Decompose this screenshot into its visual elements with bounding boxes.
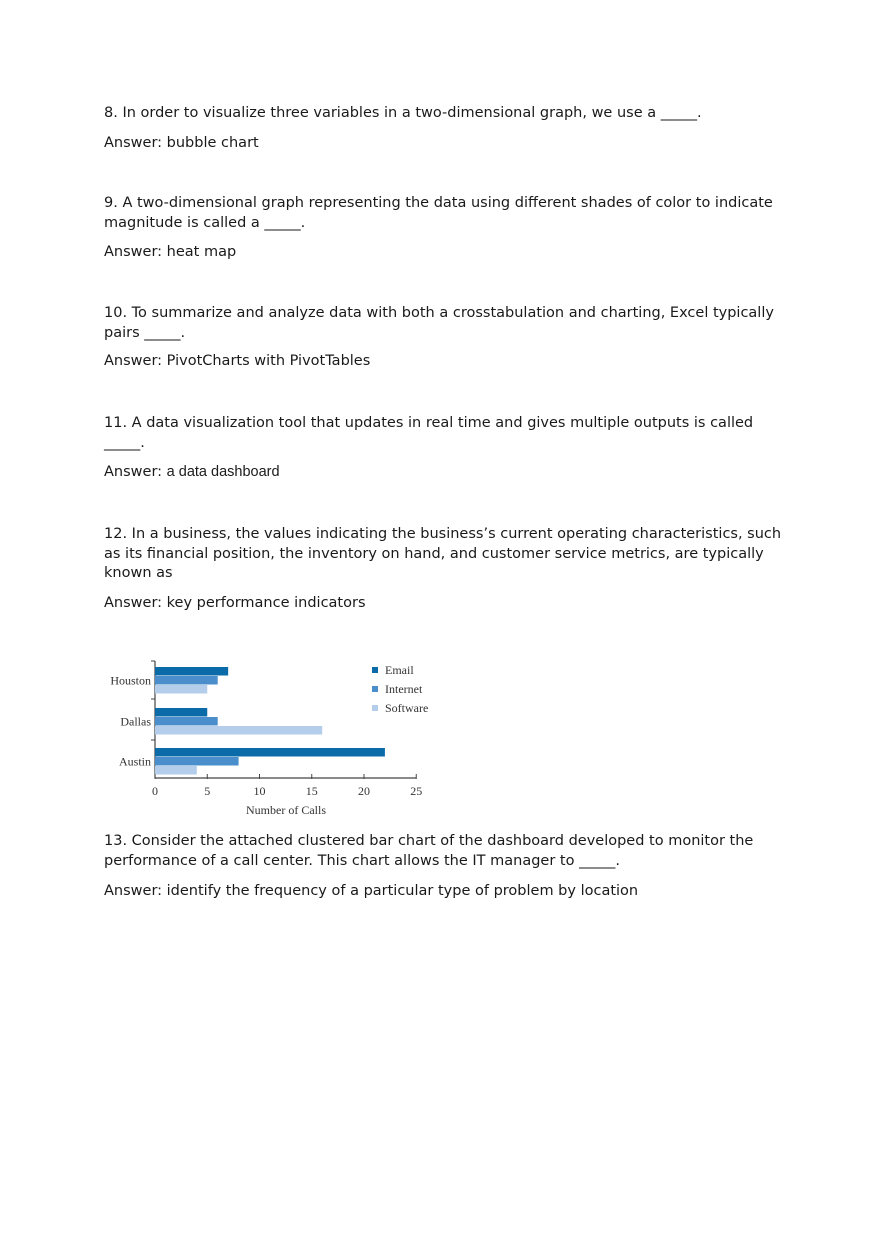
legend-label-software: Software (385, 701, 429, 715)
answer-text: PivotCharts with PivotTables (166, 353, 371, 369)
legend-swatch-email (372, 667, 378, 673)
answer-11 (104, 463, 280, 483)
answer-text: bubble chart (166, 135, 259, 151)
x-tick-label: 20 (358, 784, 370, 798)
legend-swatch-internet (372, 686, 378, 692)
bar-houston-internet (155, 676, 218, 685)
bar-austin-internet (155, 757, 239, 766)
bar-dallas-internet (155, 717, 218, 726)
y-tick-label-houston: Houston (110, 673, 151, 688)
answer-label: Answer: (104, 464, 167, 480)
answer-label: Answer: (104, 883, 167, 899)
x-tick-label: 5 (204, 784, 211, 798)
question-9: 9. A two-dimensional graph representing the data using different shades of color to indicate magnitude is called a _____. (104, 195, 773, 231)
answer-text: identify the frequency of a particular type of problem by location (166, 883, 639, 899)
answer-text: a data dashboard (166, 464, 280, 480)
legend-swatch-software (372, 705, 378, 711)
answer-label: Answer: (104, 595, 167, 611)
x-tick-label: 0 (152, 784, 158, 798)
bar-houston-software (155, 685, 207, 694)
answer-label: Answer: (104, 244, 167, 260)
answer-text: key performance indicators (166, 595, 366, 611)
answer-13 (104, 882, 638, 902)
x-tick-label: 10 (253, 784, 266, 798)
answer-text: heat map (166, 244, 237, 260)
clustered-bar-chart (100, 655, 445, 825)
bar-dallas-software (155, 726, 322, 735)
legend-label-email: Email (385, 663, 414, 677)
x-axis-label: Number of Calls (246, 803, 326, 817)
y-tick-label-austin: Austin (118, 754, 151, 769)
question-8: 8. In order to visualize three variables in a two-dimensional graph, we use a _____. (104, 105, 702, 121)
x-tick-label: 15 (305, 784, 318, 798)
answer-10 (104, 352, 370, 372)
question-10: 10. To summarize and analyze data with both a crosstabulation and charting, Excel typically pairs _____. (104, 305, 774, 341)
question-13: 13. Consider the attached clustered bar chart of the dashboard developed to monitor the performance of a call center. This chart allows the IT manager to _____. (104, 833, 754, 869)
legend-label-internet: Internet (385, 682, 423, 696)
question-12: 12. In a business, the values indicating the business’s current operating characteristics, such as its financial position, the inventory on hand, and customer service metrics, are typically known as (104, 526, 782, 581)
bar-austin-software (155, 766, 197, 775)
y-tick-label-dallas: Dallas (120, 714, 151, 729)
bar-dallas-email (155, 708, 207, 717)
bar-austin-email (155, 748, 385, 757)
answer-label: Answer: (104, 135, 167, 151)
answer-12 (104, 594, 366, 614)
answer-9 (104, 243, 236, 263)
bar-houston-email (155, 667, 228, 676)
question-11: 11. A data visualization tool that updates in real time and gives multiple outputs is called _____. (104, 415, 754, 451)
answer-label: Answer: (104, 353, 167, 369)
x-tick-label: 25 (410, 784, 423, 798)
answer-8 (104, 134, 259, 154)
